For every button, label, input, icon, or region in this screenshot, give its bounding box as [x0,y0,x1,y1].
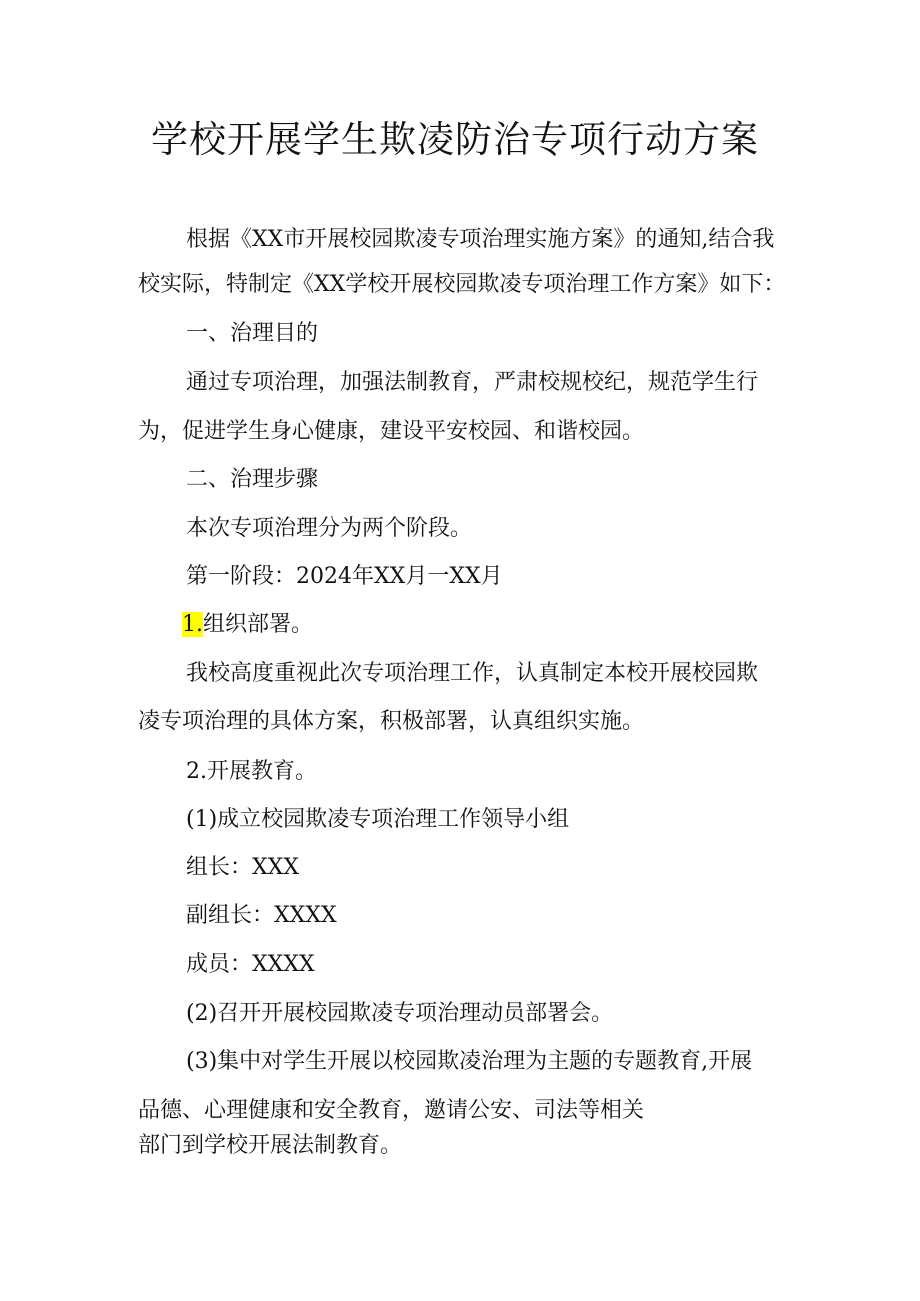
paragraph-line: 我校高度重视此次专项治理工作，认真制定本校开展校园欺 [186,661,759,686]
paragraph-line: 组长：XXX [186,855,299,880]
list-item: (2)召开开展校园欺凌专项治理动员部署会。 [186,1001,614,1026]
list-item-label: 组织部署。 [203,612,314,637]
paragraph-line: 部门到学校开展法制教育。 [138,1133,403,1158]
paragraph-line: 校实际，特制定《XX学校开展校园欺凌专项治理工作方案》如下： [138,272,786,297]
list-item [182,608,313,642]
paragraph-line: 品德、心理健康和安全教育，邀请公安、司法等相关 [138,1098,645,1123]
highlighted-number: 1. [182,612,203,637]
paragraph-line: 本次专项治理分为两个阶段。 [186,516,473,541]
section-heading: 一、治理目的 [186,321,319,346]
list-item: (1)成立校园欺凌专项治理工作领导小组 [186,807,570,832]
paragraph-line: 第一阶段：2024年XX月一XX月 [186,564,503,589]
paragraph-line: 通过专项治理，加强法制教育，严肃校规校纪，规范学生行 [186,370,759,395]
paragraph-line: 为，促进学生身心健康，建设平安校园、和谐校园。 [138,419,645,444]
paragraph-line: 根据《XX市开展校园欺凌专项治理实施方案》的通知,结合我 [186,227,775,252]
paragraph-line: 成员：XXXX [186,952,315,977]
paragraph-line: 副组长：XXXX [186,903,337,928]
section-heading: 二、治理步骤 [186,467,319,492]
paragraph-line: 凌专项治理的具体方案，积极部署，认真组织实施。 [138,709,645,734]
list-item: 2.开展教育。 [186,759,317,784]
list-item: (3)集中对学生开展以校园欺凌治理为主题的专题教育,开展 [186,1049,753,1074]
document-title: 学校开展学生欺凌防治专项行动方案 [151,118,759,161]
